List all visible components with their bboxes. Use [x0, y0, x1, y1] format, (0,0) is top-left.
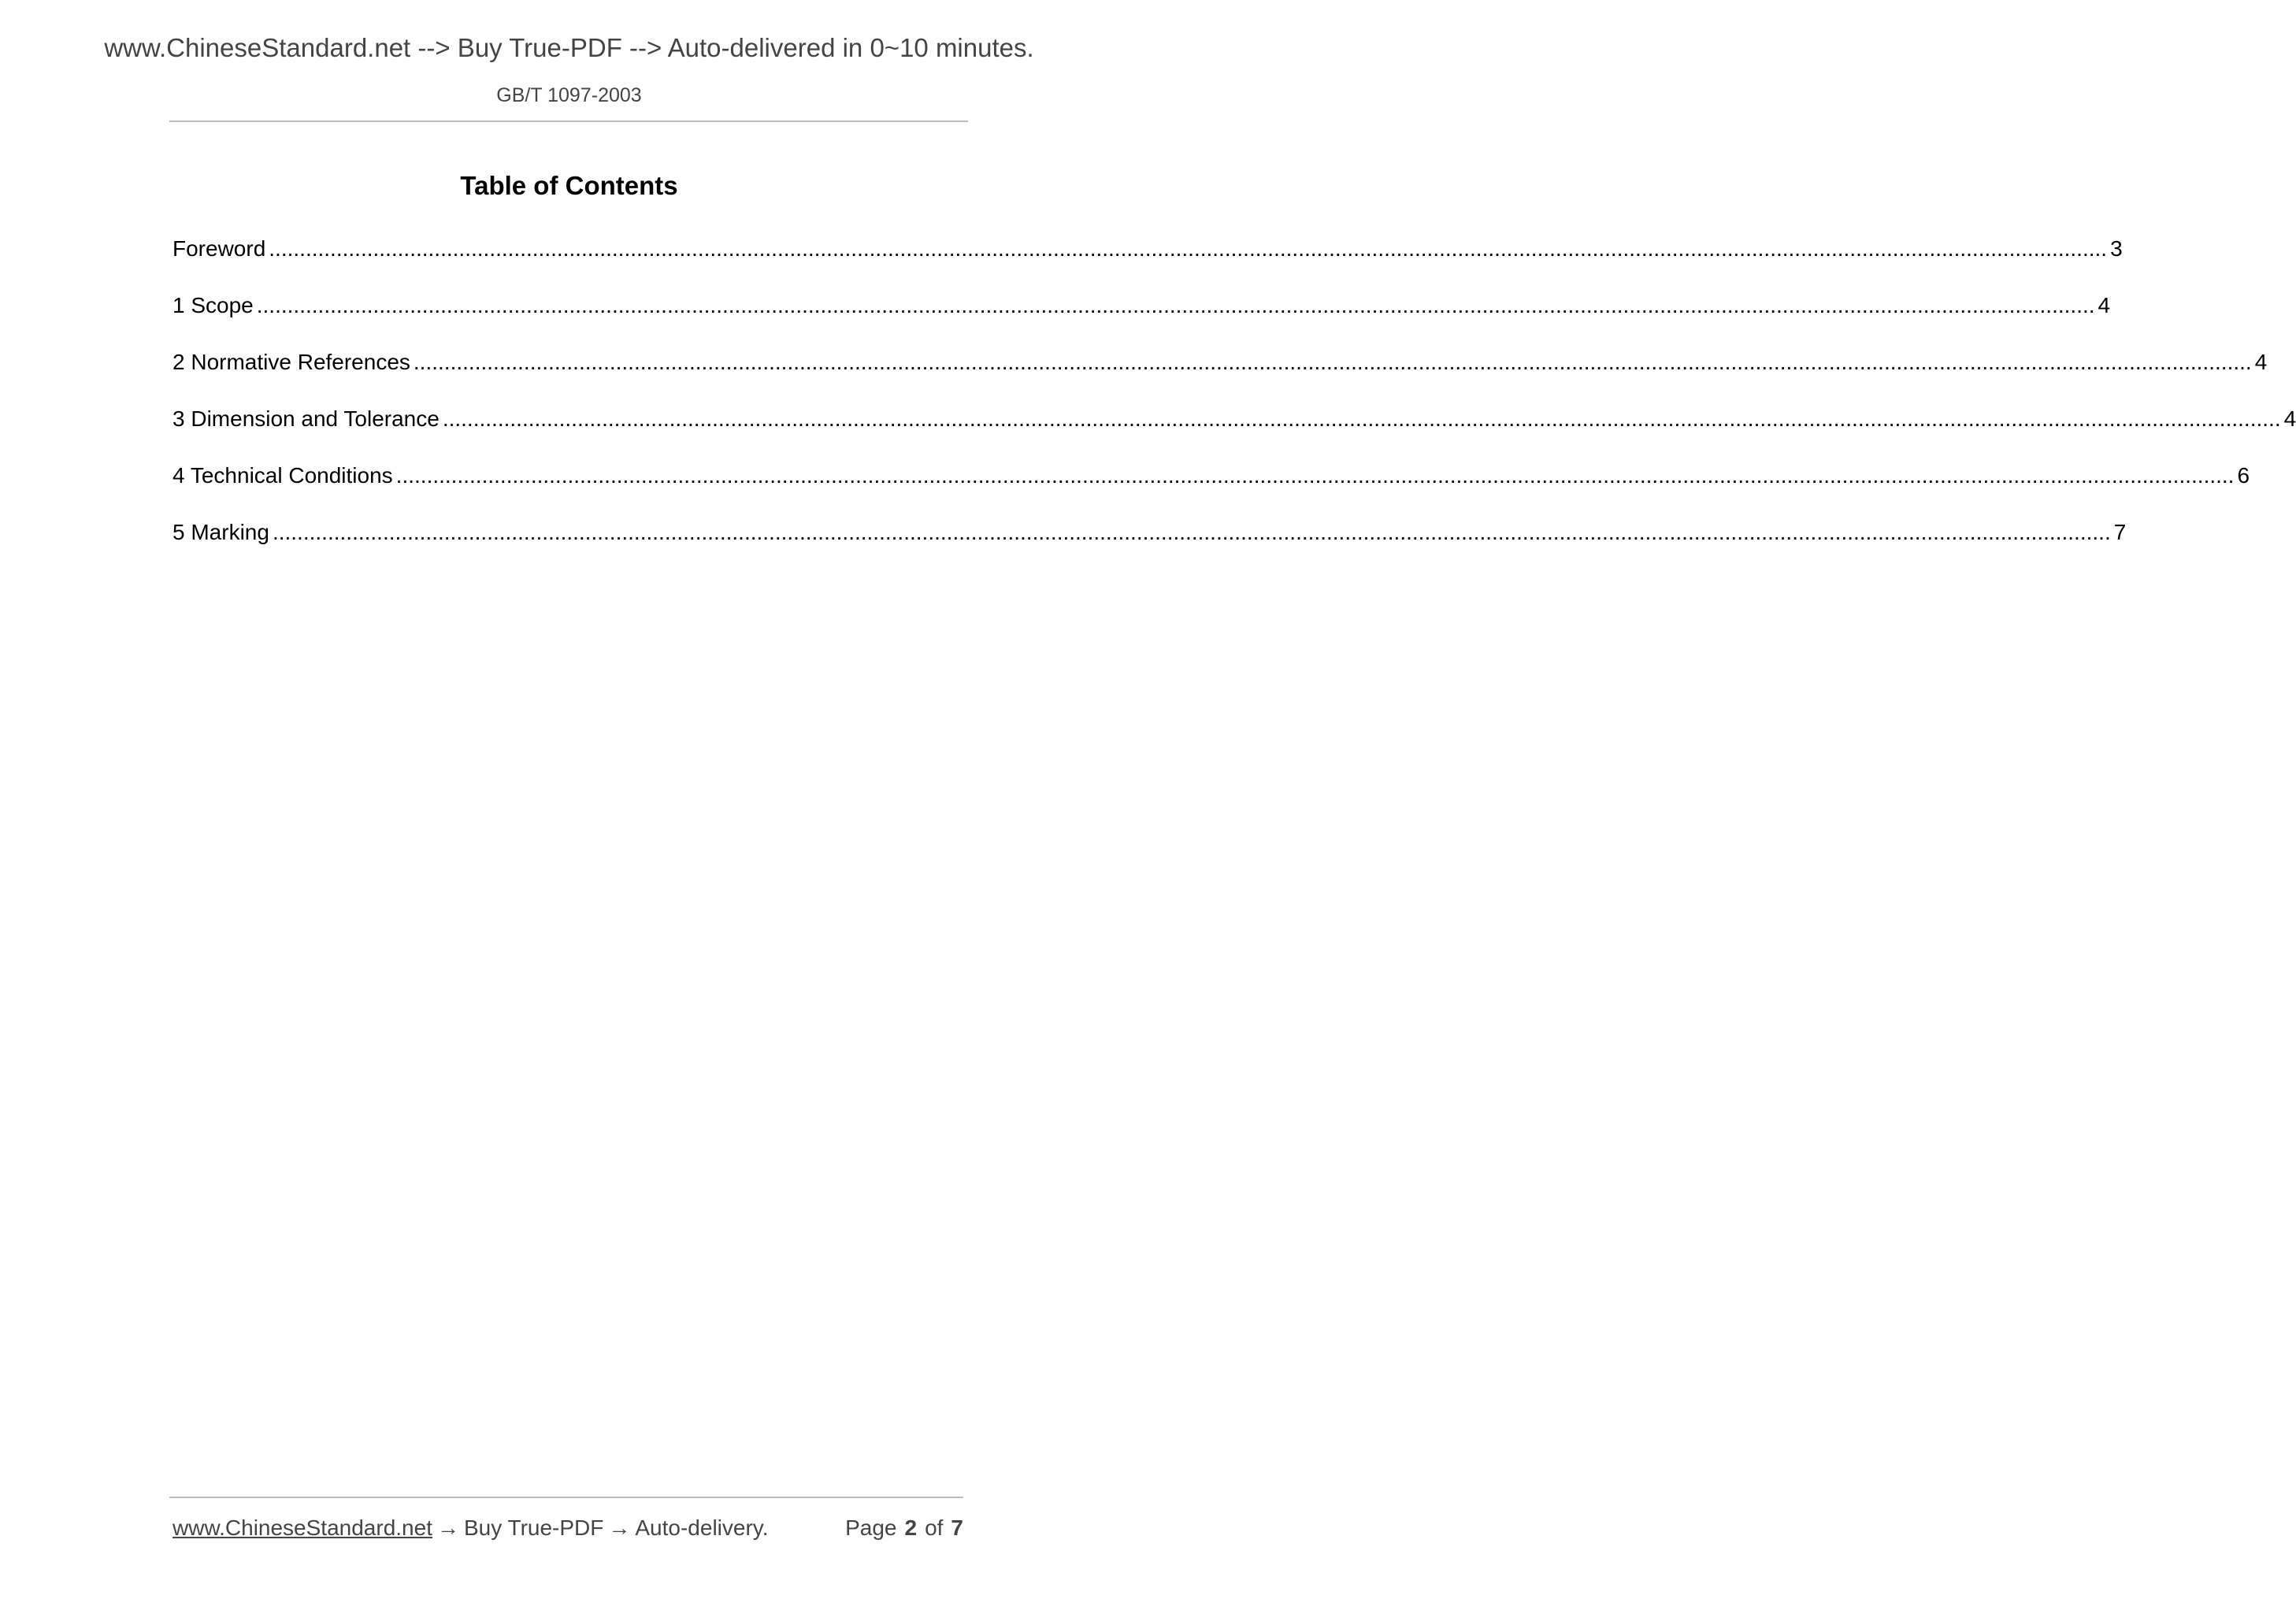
toc-entry-label: Foreword	[172, 236, 266, 261]
toc-entry-technical-conditions[interactable]	[172, 460, 2250, 517]
current-page-number: 2	[904, 1515, 918, 1540]
site-link[interactable]: www.ChineseStandard.net	[172, 1515, 432, 1540]
standard-code: GB/T 1097-2003	[496, 84, 642, 106]
footer-divider	[169, 1497, 963, 1498]
dot-leader: ............................................................................................................................................................................................................................................................................................................	[269, 236, 2108, 261]
arrow-right-icon: →	[436, 1515, 459, 1540]
delivery-text: Auto-delivery.	[635, 1515, 769, 1540]
toc-entry-normative-references[interactable]	[172, 347, 2268, 403]
toc-entry-page: 7	[2113, 520, 2127, 544]
dot-leader: ............................................................................................................................................................................................................................................................................................................	[256, 293, 2095, 317]
toc-entry-page: 4	[2254, 350, 2268, 374]
table-of-contents	[172, 233, 2296, 573]
total-pages-number: 7	[951, 1515, 963, 1540]
buy-text: Buy True-PDF	[463, 1515, 604, 1540]
toc-entry-foreword[interactable]	[172, 233, 2123, 290]
toc-entry-label: 1 Scope	[172, 293, 254, 317]
toc-entry-label: 4 Technical Conditions	[172, 463, 393, 488]
footer-promo	[172, 1512, 768, 1544]
toc-entry-scope[interactable]	[172, 290, 2111, 347]
page-indicator	[845, 1512, 963, 1544]
dot-leader: ............................................................................................................................................................................................................................................................................................................	[272, 520, 2111, 544]
toc-entry-marking[interactable]	[172, 517, 2127, 573]
toc-entry-label: 5 Marking	[172, 520, 269, 544]
header-divider	[169, 121, 968, 122]
toc-entry-page: 4	[2098, 293, 2111, 317]
of-word: of	[925, 1515, 944, 1540]
arrow-right-icon: →	[608, 1515, 631, 1540]
dot-leader: ............................................................................................................................................................................................................................................................................................................	[395, 463, 2235, 488]
dot-leader: ............................................................................................................................................................................................................................................................................................................	[413, 350, 2252, 374]
page-word: Page	[845, 1515, 897, 1540]
toc-title: Table of Contents	[460, 171, 678, 200]
top-banner: www.ChineseStandard.net --> Buy True-PDF --> Auto-delivered in 0~10 minutes.	[104, 33, 1034, 62]
dot-leader: ............................................................................................................................................................................................................................................................................................................	[442, 406, 2281, 431]
page-footer	[172, 1512, 963, 1544]
toc-entry-page: 3	[2110, 236, 2123, 261]
toc-entry-page: 6	[2237, 463, 2250, 488]
toc-entry-label: 2 Normative References	[172, 350, 410, 374]
toc-entry-dimension-and-tolerance[interactable]	[172, 403, 2296, 460]
toc-entry-label: 3 Dimension and Tolerance	[172, 406, 440, 431]
toc-entry-page: 4	[2283, 406, 2296, 431]
